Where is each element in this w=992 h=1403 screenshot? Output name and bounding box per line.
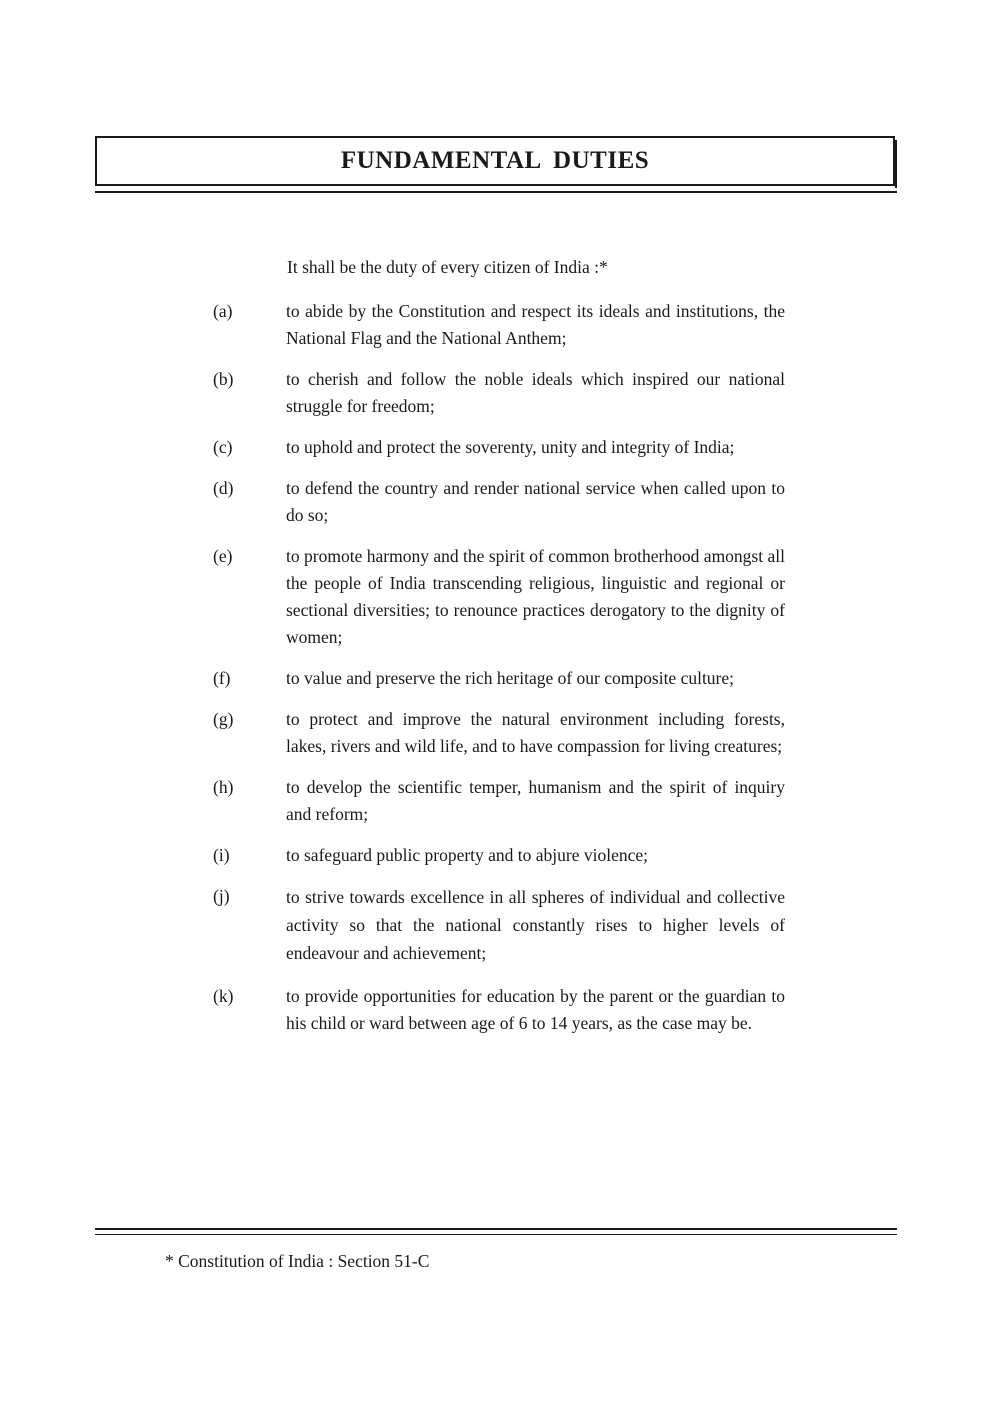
duty-text: to safeguard public property and to abjure violence; <box>286 845 649 865</box>
title-underline-rule <box>95 191 897 193</box>
duty-label: (j) <box>213 886 230 906</box>
duty-text: to strive towards excellence in all spheres of individual and collective activity so that the national constantly rises to higher levels of endeavour and achievement; <box>286 887 785 963</box>
duty-text: to uphold and protect the soverenty, unity and integrity of India; <box>286 437 735 457</box>
duty-text: to protect and improve the natural environment including forests, lakes, rivers and wild life, and to have compassion for living creatures; <box>286 709 785 756</box>
duty-text: to cherish and follow the noble ideals which inspired our national struggle for freedom; <box>286 369 785 416</box>
duty-label: (i) <box>213 845 230 865</box>
duty-text: to defend the country and render national service when called upon to do so; <box>286 478 785 525</box>
page-title: FUNDAMENTAL DUTIES <box>340 147 650 174</box>
duty-item-j <box>213 883 785 967</box>
duty-label: (b) <box>213 369 234 389</box>
duty-item-i <box>213 842 785 869</box>
duty-label: (f) <box>213 668 231 688</box>
footer-rule-thin <box>95 1234 897 1235</box>
duty-label: (c) <box>213 437 233 457</box>
footer-rule-thick <box>95 1228 897 1230</box>
duty-label: (d) <box>213 478 234 498</box>
duty-item-a <box>213 298 785 352</box>
duty-item-k <box>213 983 785 1037</box>
duty-item-f <box>213 665 785 692</box>
duty-label: (g) <box>213 709 234 729</box>
duty-text: to promote harmony and the spirit of common brotherhood amongst all the people of India transcending religious, linguistic and regional or sectional diversities; to renounce practices derogatory to the dignity of women; <box>286 546 785 647</box>
duty-label: (e) <box>213 546 233 566</box>
title-box <box>95 136 895 186</box>
footnote: * Constitution of India : Section 51-C <box>165 1251 430 1271</box>
duty-item-e <box>213 543 785 651</box>
duty-text: to value and preserve the rich heritage of our composite culture; <box>286 668 735 688</box>
duty-text: to abide by the Constitution and respect its ideals and institutions, the National Flag and the National Anthem; <box>286 301 785 348</box>
duties-list <box>213 298 785 1037</box>
duty-item-b <box>213 366 785 420</box>
duty-text: to develop the scientific temper, humanism and the spirit of inquiry and reform; <box>286 777 785 824</box>
duty-label: (a) <box>213 301 233 321</box>
duty-item-h <box>213 774 785 828</box>
duty-item-c <box>213 434 785 461</box>
duty-label: (h) <box>213 777 234 797</box>
duty-label: (k) <box>213 986 234 1006</box>
duty-text: to provide opportunities for education by the parent or the guardian to his child or ward between age of 6 to 14 years, as the case may be. <box>286 986 785 1033</box>
duty-item-d <box>213 475 785 529</box>
duty-item-g <box>213 706 785 760</box>
intro-text: It shall be the duty of every citizen of India :* <box>287 257 608 277</box>
